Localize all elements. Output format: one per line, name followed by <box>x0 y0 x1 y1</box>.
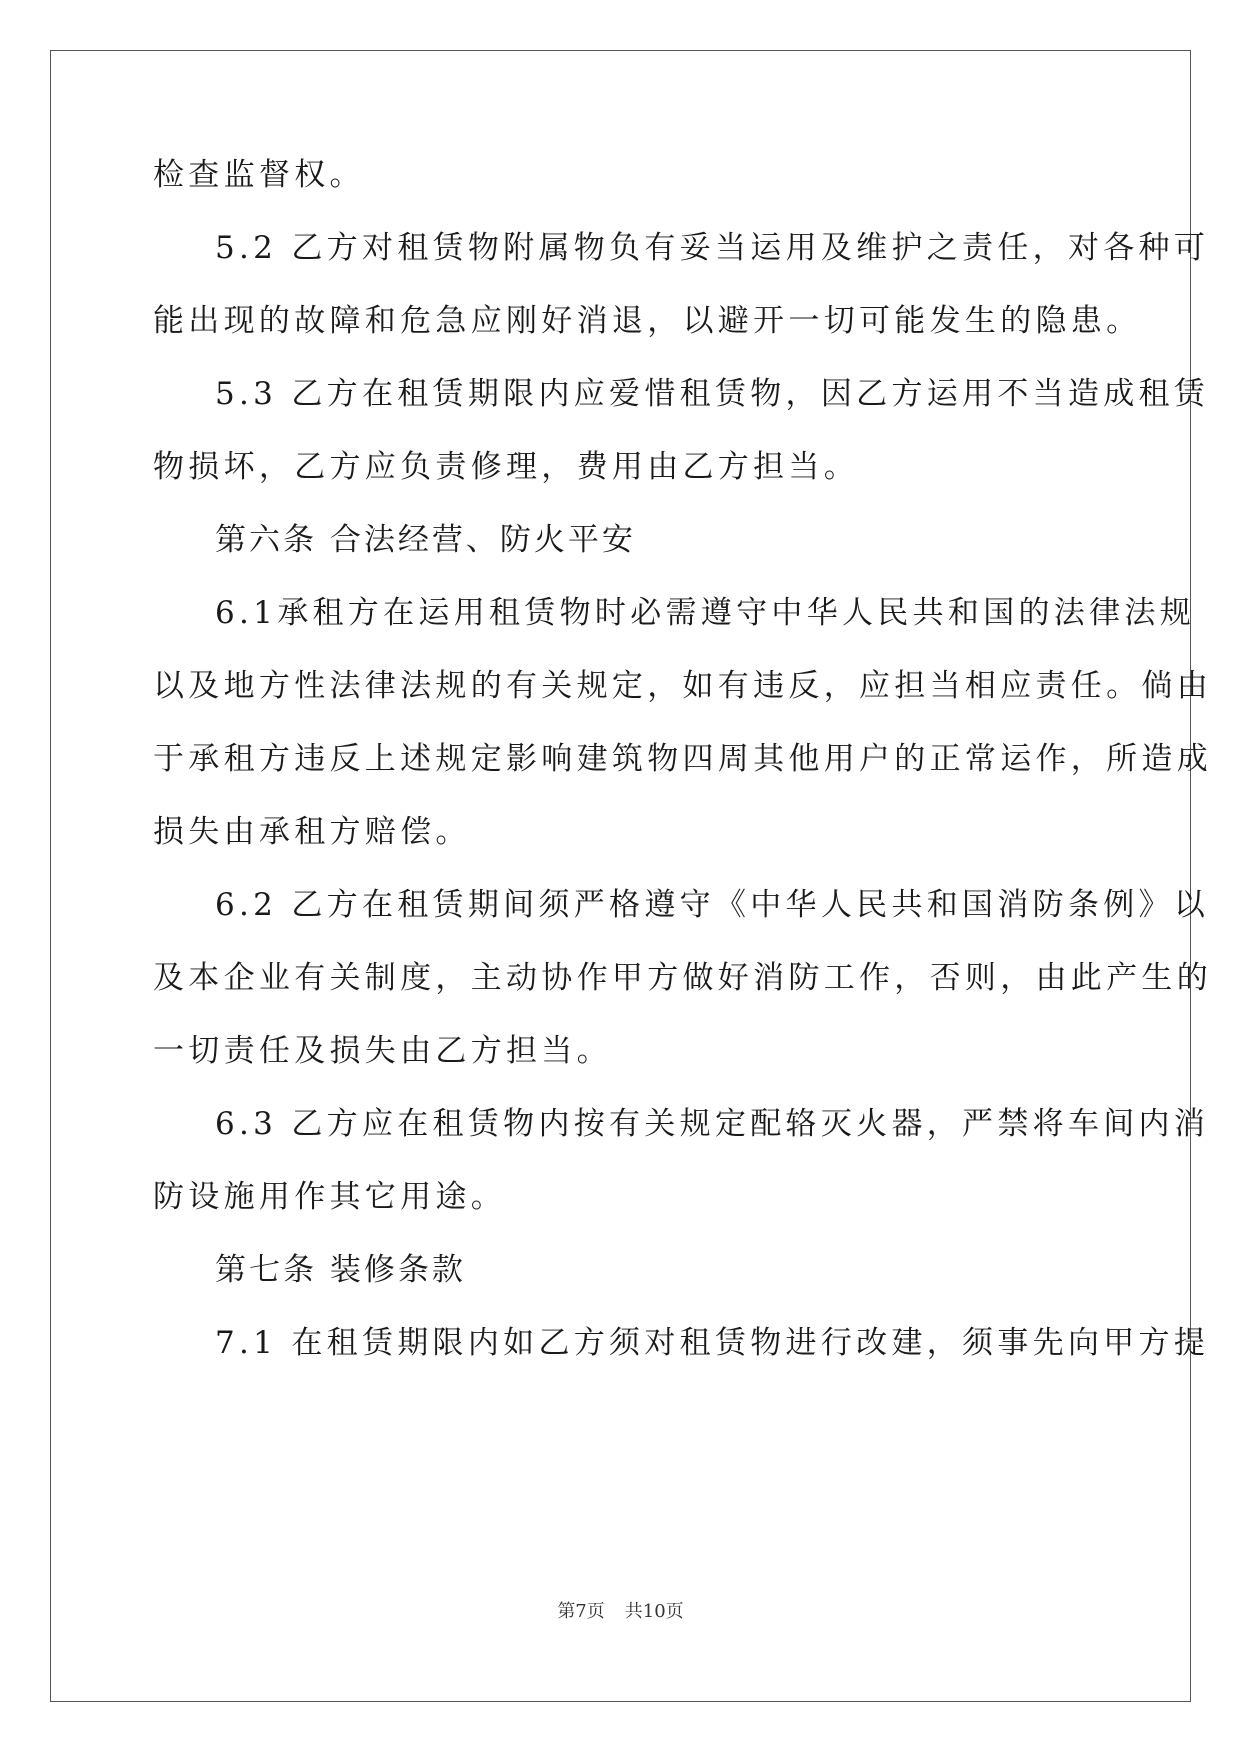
text-line: 能出现的故障和危急应刚好消退，以避开一切可能发生的隐患。 <box>153 303 1142 339</box>
clause-6-1-line: 6.1承租方在运用租赁物时必需遵守中华人民共和国的法律法规 <box>215 595 1195 631</box>
page-footer <box>0 1600 1241 1624</box>
page-border <box>50 50 1212 1702</box>
article-6-heading: 第六条 合法经营、防火平安 <box>215 522 636 558</box>
text-line: 损失由承租方赔偿。 <box>153 814 471 850</box>
article-7-heading: 第七条 装修条款 <box>215 1252 466 1288</box>
text-line: 以及地方性法律法规的有关规定，如有违反，应担当相应责任。倘由 <box>153 668 1212 704</box>
clause-7-1-line: 7.1 在租赁期限内如乙方须对租赁物进行改建，须事先向甲方提 <box>215 1325 1210 1361</box>
text-line: 物损坏，乙方应负责修理，费用由乙方担当。 <box>153 449 859 485</box>
page-number: 第7页 <box>557 1601 605 1622</box>
clause-5-3-line: 5.3 乙方在租赁期限内应爱惜租赁物，因乙方运用不当造成租赁 <box>215 376 1210 412</box>
text-line: 一切责任及损失由乙方担当。 <box>153 1033 612 1069</box>
text-line: 于承租方违反上述规定影响建筑物四周其他用户的正常运作，所造成 <box>153 741 1212 777</box>
text-line: 防设施用作其它用途。 <box>153 1179 506 1215</box>
page-total: 共10页 <box>624 1601 684 1622</box>
clause-6-3-line: 6.3 乙方应在租赁物内按有关规定配辂灭火器，严禁将车间内消 <box>215 1106 1210 1142</box>
clause-6-2-line: 6.2 乙方在租赁期间须严格遵守《中华人民共和国消防条例》以 <box>215 887 1210 923</box>
text-line: 检查监督权。 <box>153 157 365 193</box>
text-line: 及本企业有关制度，主动协作甲方做好消防工作，否则，由此产生的 <box>153 960 1212 996</box>
clause-5-2-line: 5.2 乙方对租赁物附属物负有妥当运用及维护之责任，对各种可 <box>215 230 1210 266</box>
